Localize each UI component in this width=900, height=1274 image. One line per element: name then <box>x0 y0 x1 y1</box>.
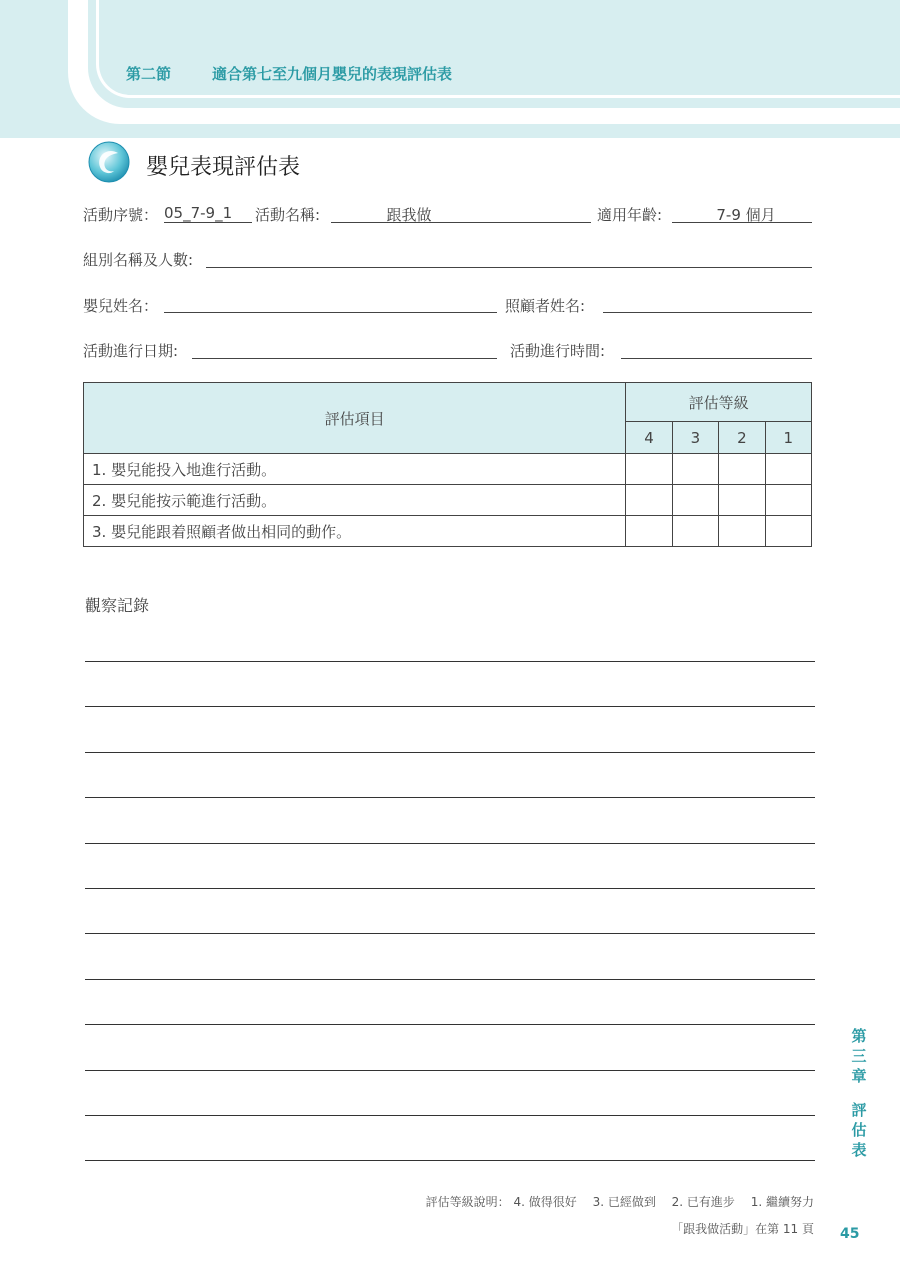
level-4-header: 4 <box>626 422 672 454</box>
rating-cell[interactable] <box>765 454 811 485</box>
activity-name-label: 活動名稱: <box>255 206 321 224</box>
observation-line[interactable] <box>85 979 815 980</box>
rating-cell[interactable] <box>672 516 718 547</box>
activity-name-value: 跟我做 <box>386 206 432 224</box>
activity-reference: 「跟我做活動」在第 11 頁 <box>671 1222 814 1236</box>
caregiver-label: 照顧者姓名: <box>505 297 586 315</box>
evaluation-table <box>83 382 812 547</box>
baby-name-label: 嬰兒姓名： <box>83 297 159 315</box>
page-number: 45 <box>840 1226 860 1242</box>
rating-cell[interactable] <box>765 485 811 516</box>
chapter-tab <box>849 1026 869 1160</box>
section-title: 適合第七至九個月嬰兒的表現評估表 <box>212 65 453 83</box>
rating-cell[interactable] <box>626 516 672 547</box>
observation-line[interactable] <box>85 888 815 889</box>
rating-cell[interactable] <box>765 516 811 547</box>
table-row <box>84 516 812 547</box>
date-label: 活動進行日期: <box>83 342 179 360</box>
item-header: 評估項目 <box>84 383 626 454</box>
observation-label: 觀察記錄 <box>85 596 150 615</box>
group-line <box>206 267 812 268</box>
rating-cell[interactable] <box>672 485 718 516</box>
table-row <box>84 454 812 485</box>
swirl-circle-icon <box>88 141 130 183</box>
item-3: 3. 嬰兒能跟着照顧者做出相同的動作。 <box>84 516 626 547</box>
activity-no-value: 05_7-9_1 <box>164 204 233 222</box>
activity-no-line <box>164 222 252 223</box>
observation-line[interactable] <box>85 752 815 753</box>
rating-cell[interactable] <box>719 516 765 547</box>
rating-cell[interactable] <box>626 454 672 485</box>
level-2-header: 2 <box>719 422 765 454</box>
page-title: 嬰兒表現評估表 <box>146 155 301 180</box>
observation-line[interactable] <box>85 933 815 934</box>
rating-cell[interactable] <box>719 485 765 516</box>
time-line <box>621 358 812 359</box>
section-label: 第二節 <box>126 65 172 83</box>
observation-line[interactable] <box>85 661 815 662</box>
time-label: 活動進行時間: <box>510 342 606 360</box>
chapter-gap <box>849 1086 869 1100</box>
chapter-title: 評 估 表 <box>851 1101 867 1159</box>
chapter-label: 第 三 章 <box>851 1027 867 1085</box>
rating-cell[interactable] <box>672 454 718 485</box>
observation-line[interactable] <box>85 1070 815 1071</box>
table-row <box>84 485 812 516</box>
item-1: 1. 嬰兒能投入地進行活動。 <box>84 454 626 485</box>
observation-line[interactable] <box>85 797 815 798</box>
observation-line[interactable] <box>85 1160 815 1161</box>
group-label: 組別名稱及人數: <box>83 251 194 269</box>
observation-line[interactable] <box>85 1024 815 1025</box>
date-line <box>192 358 497 359</box>
age-value: 7-9 個月 <box>716 206 776 224</box>
level-1-header: 1 <box>765 422 811 454</box>
rating-cell[interactable] <box>626 485 672 516</box>
caregiver-line <box>603 312 812 313</box>
level-header: 評估等級 <box>626 383 812 422</box>
observation-line[interactable] <box>85 1115 815 1116</box>
rating-cell[interactable] <box>719 454 765 485</box>
item-2: 2. 嬰兒能按示範進行活動。 <box>84 485 626 516</box>
level-3-header: 3 <box>672 422 718 454</box>
baby-name-line <box>164 312 497 313</box>
activity-no-label: 活動序號： <box>83 206 159 224</box>
observation-line[interactable] <box>85 706 815 707</box>
age-label: 適用年齡: <box>597 206 663 224</box>
observation-line[interactable] <box>85 843 815 844</box>
rating-legend: 評估等級說明： 4. 做得很好 3. 已經做到 2. 已有進步 1. 繼續努力 <box>425 1195 814 1209</box>
